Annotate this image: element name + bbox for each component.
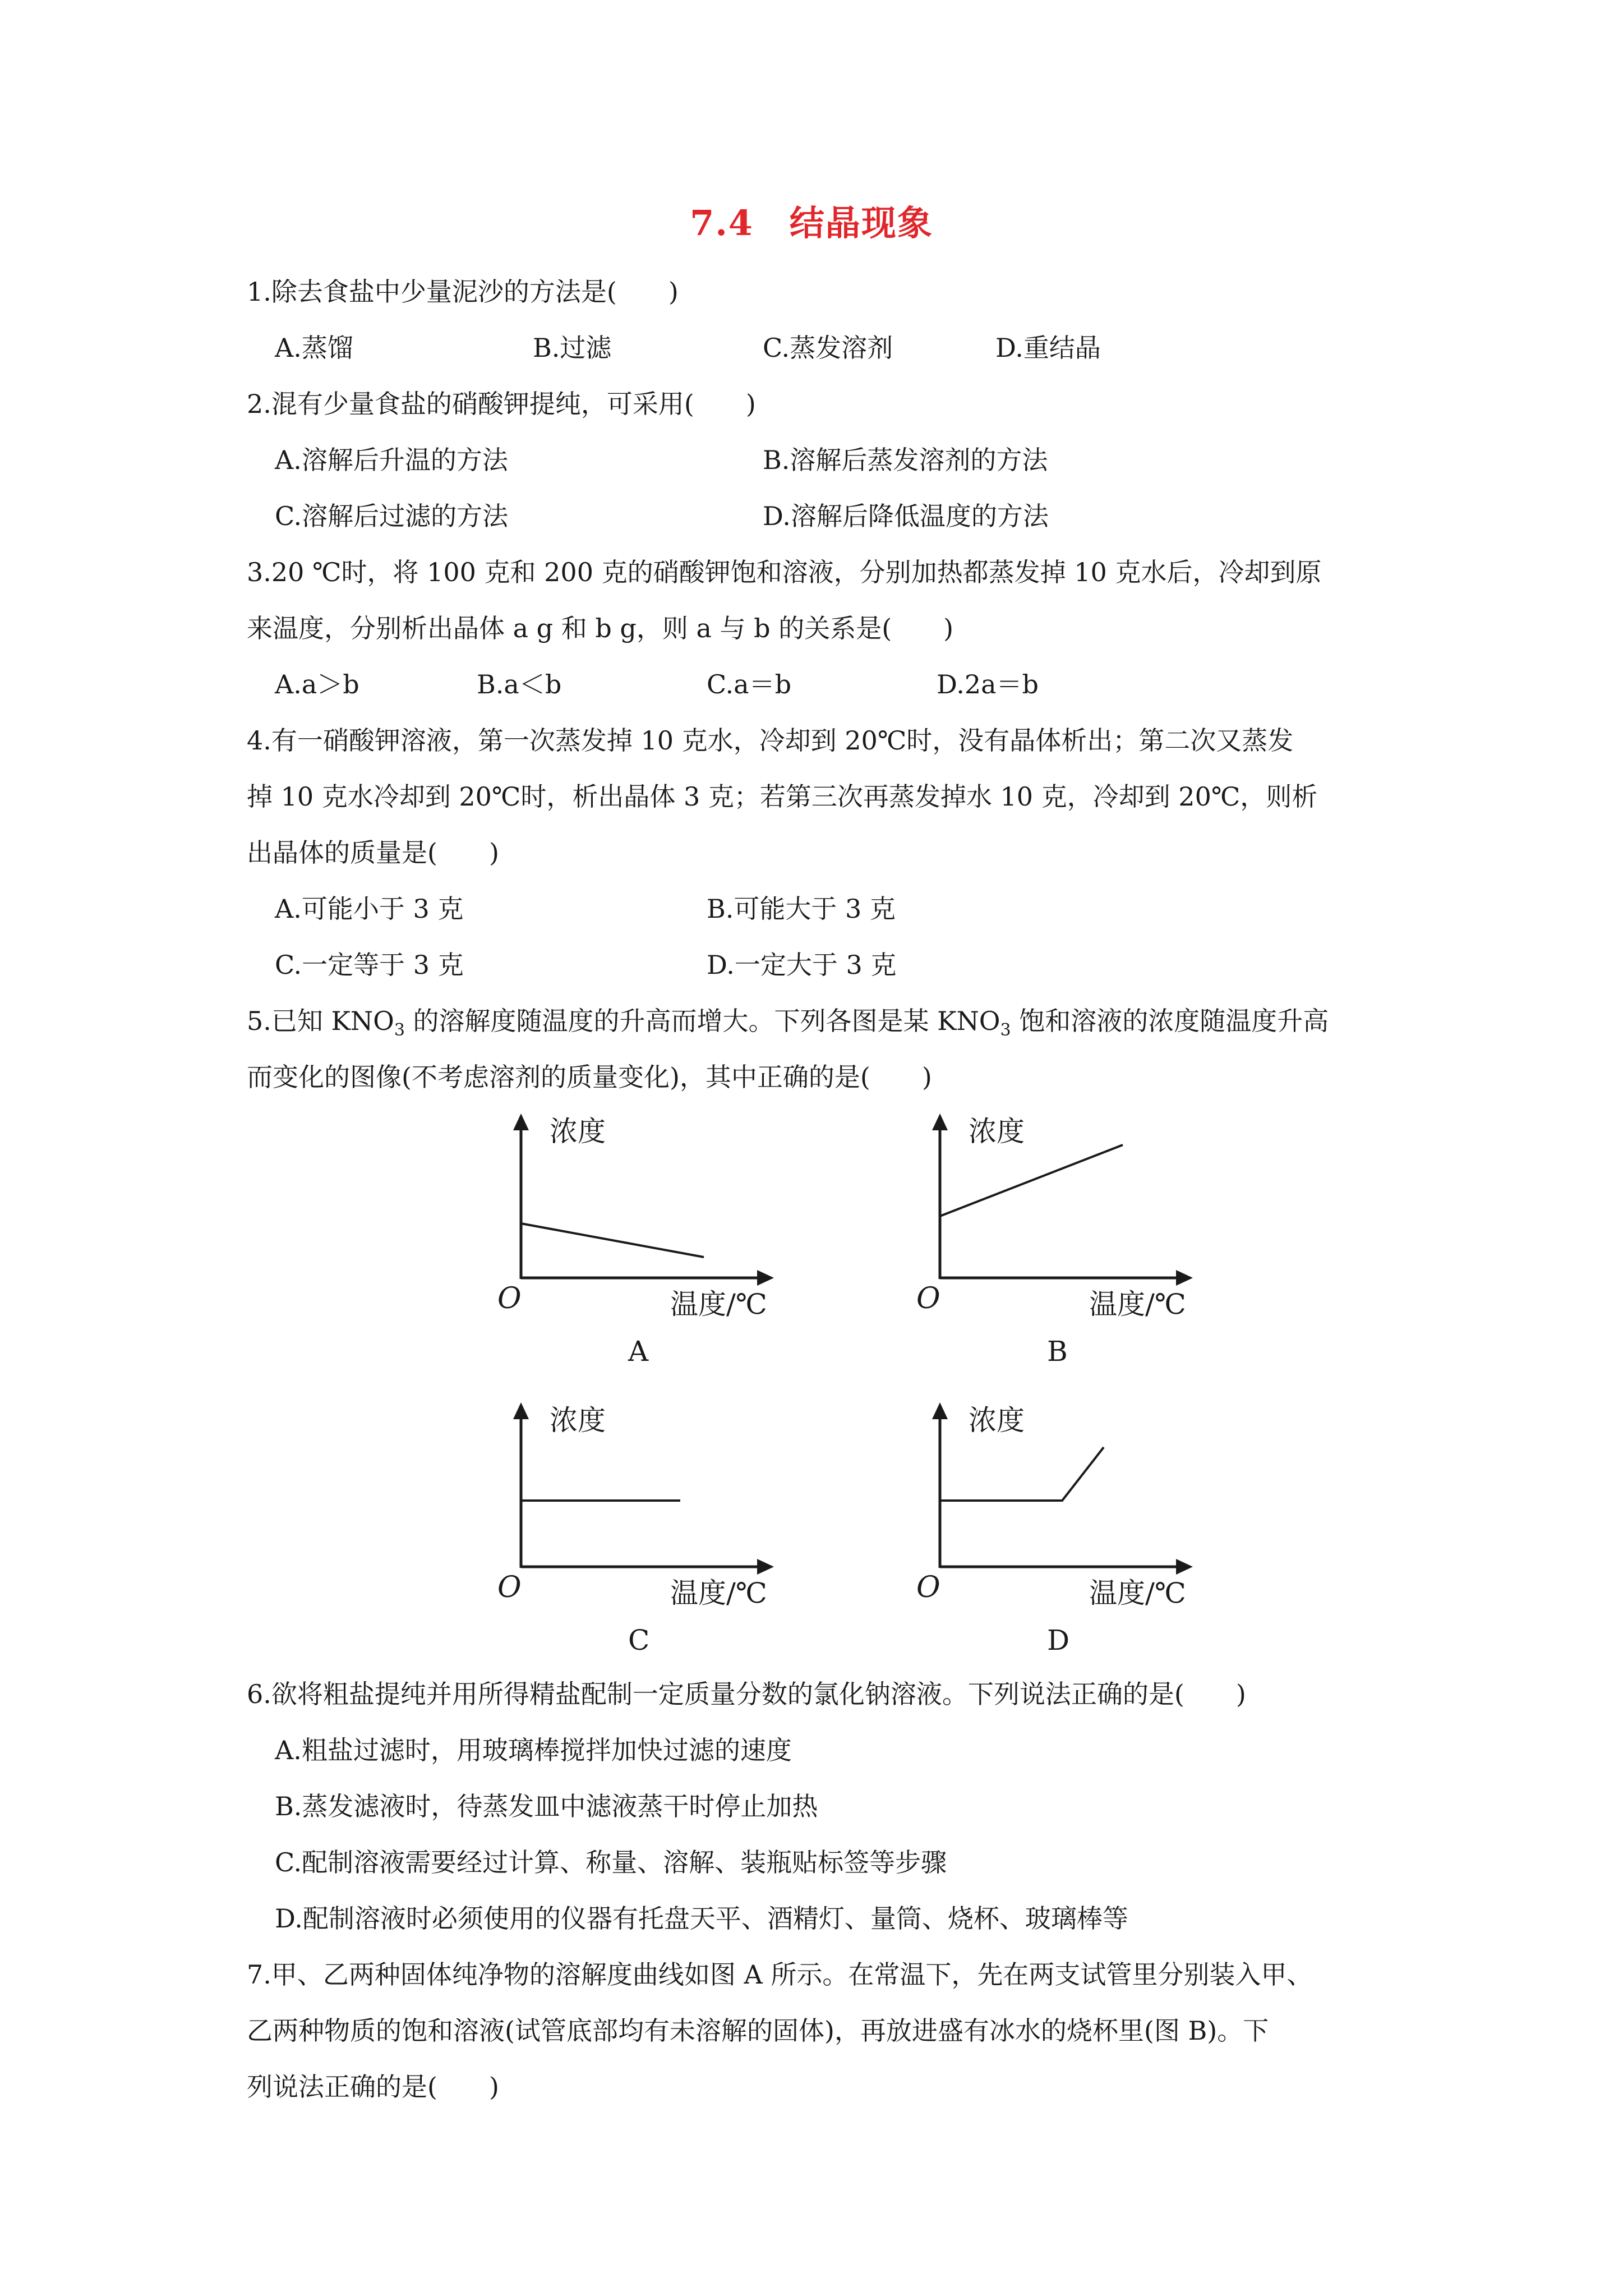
graph-a-xlabel: 温度/℃ (670, 1288, 767, 1320)
graph-b-caption: B (1047, 1335, 1068, 1368)
q3-option-d: D.2a＝b (937, 669, 1039, 700)
graph-a-caption: A (628, 1335, 649, 1368)
q1-stem: 1.除去食盐中少量泥沙的方法是( ) (247, 277, 679, 307)
graph-c-xlabel: 温度/℃ (670, 1577, 767, 1609)
graph-d-ylabel: 浓度 (969, 1404, 1025, 1437)
q3-option-a: A.a＞b (275, 669, 359, 700)
q7-stem-line2: 乙两种物质的饱和溶液(试管底部均有未溶解的固体)，再放进盛有冰水的烧杯里(图 B)。下 (247, 2016, 1269, 2046)
graph-a-plot (519, 1114, 833, 1372)
graph-d-xlabel: 温度/℃ (1089, 1577, 1186, 1609)
q2-stem: 2.混有少量食盐的硝酸钾提纯，可采用( ) (247, 389, 756, 419)
q4-option-d: D.一定大于 3 克 (707, 950, 897, 980)
graph-b-ylabel: 浓度 (969, 1115, 1025, 1148)
q2-option-d: D.溶解后降低温度的方法 (763, 501, 1049, 531)
graph-d (916, 1402, 1252, 1660)
graph-b (916, 1114, 1252, 1372)
q6-stem: 6.欲将粗盐提纯并用所得精盐配制一定质量分数的氯化钠溶液。下列说法正确的是( ) (247, 1679, 1246, 1709)
page-title: 7.4 结晶现象 (690, 203, 933, 243)
graph-b-xlabel: 温度/℃ (1089, 1288, 1186, 1320)
q4-option-c: C.一定等于 3 克 (275, 950, 464, 980)
q4-stem-line3: 出晶体的质量是( ) (247, 838, 499, 868)
graph-b-plot (938, 1114, 1252, 1372)
q2-option-c: C.溶解后过滤的方法 (275, 501, 509, 531)
q4-stem-line1: 4.有一硝酸钾溶液，第一次蒸发掉 10 克水，冷却到 20℃时，没有晶体析出；第二次又蒸发 (247, 725, 1294, 756)
graph-a (497, 1114, 833, 1372)
q6-option-a: A.粗盐过滤时，用玻璃棒搅拌加快过滤的速度 (275, 1735, 792, 1765)
q6-option-c: C.配制溶液需要经过计算、称量、溶解、装瓶贴标签等步骤 (275, 1847, 947, 1878)
q1-option-d: D.重结晶 (995, 333, 1101, 363)
graph-d-plot (938, 1402, 1252, 1660)
graph-b-origin: O (916, 1282, 940, 1315)
q1-option-c: C.蒸发溶剂 (763, 333, 893, 363)
q4-option-b: B.可能大于 3 克 (707, 894, 896, 924)
graph-c-caption: C (628, 1624, 650, 1657)
q6-option-b: B.蒸发滤液时，待蒸发皿中滤液蒸干时停止加热 (275, 1791, 818, 1821)
graph-c-plot (519, 1402, 833, 1660)
graph-d-caption: D (1047, 1624, 1070, 1657)
q4-stem-line2: 掉 10 克水冷却到 20℃时，析出晶体 3 克；若第三次再蒸发掉水 10 克，冷却到 20℃，则析 (247, 781, 1318, 812)
q3-stem-line1: 3.20 ℃时，将 100 克和 200 克的硝酸钾饱和溶液，分别加热都蒸发掉 10 克水后，冷却到原 (247, 557, 1322, 587)
graph-a-ylabel: 浓度 (550, 1115, 606, 1148)
graph-a-origin: O (497, 1282, 522, 1315)
q1-option-b: B.过滤 (533, 333, 612, 363)
q3-option-c: C.a＝b (707, 669, 792, 700)
q3-stem-line2: 来温度，分别析出晶体 a g 和 b g，则 a 与 b 的关系是( ) (247, 613, 954, 643)
q7-stem-line3: 列说法正确的是( ) (247, 2072, 499, 2102)
q5-stem-line1: 5.已知 $KNO_3$ 的溶解度随温度的升高而增大。下列各图是某 $KNO_3$ 饱和溶液的浓度随温度升高 (247, 1006, 1329, 1041)
graph-c-ylabel: 浓度 (550, 1404, 606, 1437)
q7-stem-line1: 7.甲、乙两种固体纯净物的溶解度曲线如图 A 所示。在常温下，先在两支试管里分别装入甲、 (247, 1959, 1313, 1990)
graph-c (497, 1402, 833, 1660)
q6-option-d: D.配制溶液时必须使用的仪器有托盘天平、酒精灯、量筒、烧杯、玻璃棒等 (275, 1903, 1128, 1934)
q4-option-a: A.可能小于 3 克 (275, 894, 464, 924)
q5-stem-line2: 而变化的图像(不考虑溶剂的质量变化)，其中正确的是( ) (247, 1062, 932, 1092)
q2-option-a: A.溶解后升温的方法 (275, 445, 508, 475)
graph-c-origin: O (497, 1571, 522, 1604)
q1-option-a: A.蒸馏 (275, 333, 353, 363)
q3-option-b: B.a＜b (477, 669, 562, 700)
q2-option-b: B.溶解后蒸发溶剂的方法 (763, 445, 1048, 475)
graph-d-origin: O (916, 1571, 940, 1604)
